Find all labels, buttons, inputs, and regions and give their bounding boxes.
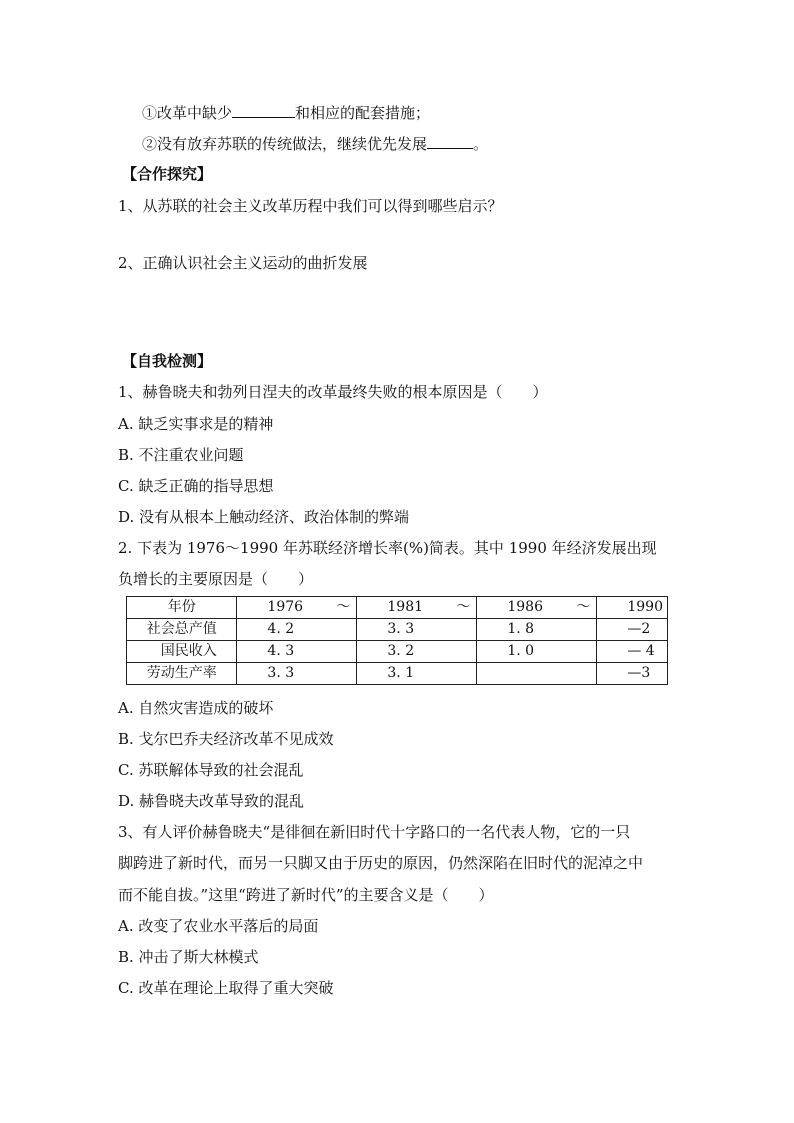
table-header-row	[127, 597, 668, 619]
test-2-option-a: A. 自然灾害造成的破坏	[118, 699, 274, 717]
test-2-option-d: D. 赫鲁晓夫改革导致的混乱	[118, 792, 305, 810]
section-heading-cooperation: 【合作探究】	[122, 165, 213, 183]
question-1: 1、从苏联的社会主义改革历程中我们可以得到哪些启示？	[118, 197, 503, 215]
answer-blank-1[interactable]	[232, 102, 295, 118]
test-question-3-line-3: 而不能自拔。”这里“跨进了新时代”的主要含义是（ ）	[118, 886, 494, 904]
table-header-cell: 1990	[597, 597, 668, 619]
test-3-option-b: B. 冲击了斯大林模式	[118, 948, 259, 966]
test-question-2-line-1: 2. 下表为 1976～1990 年苏联经济增长率(%)简表。其中 1990 年经济发展出现	[118, 539, 657, 557]
fill-in-line-2	[142, 133, 488, 154]
line-2-prefix: ②没有放弃苏联的传统做法，继续优先发展	[142, 135, 428, 153]
table-cell: — 4	[597, 641, 668, 663]
table-header-cell: 1976 ～	[237, 597, 357, 619]
test-3-option-a: A. 改变了农业水平落后的局面	[118, 917, 319, 935]
line-1-prefix: ①改革中缺少	[142, 104, 233, 122]
question-2: 2、正确认识社会主义运动的曲折发展	[118, 254, 368, 272]
test-2-option-b: B. 戈尔巴乔夫经济改革不见成效	[118, 730, 334, 748]
test-1-option-b: B. 不注重农业问题	[118, 446, 244, 464]
test-question-3-line-1: 3、有人评价赫鲁晓夫“是徘徊在新旧时代十字路口的一名代表人物，它的一只	[118, 823, 631, 841]
test-1-option-a: A. 缺乏实事求是的精神	[118, 415, 274, 433]
table-cell: 3. 3	[237, 663, 357, 685]
growth-rate-table	[126, 596, 668, 685]
table-header-label: 年份	[127, 597, 237, 619]
section-heading-self-test: 【自我检测】	[122, 352, 213, 370]
table-cell: 3. 1	[357, 663, 477, 685]
test-3-option-c: C. 改革在理论上取得了重大突破	[118, 979, 334, 997]
table-cell: 3. 2	[357, 641, 477, 663]
table-row-label: 国民收入	[127, 641, 237, 663]
table-header-cell: 1986 ～	[477, 597, 597, 619]
table-cell: 1. 8	[477, 619, 597, 641]
test-question-2-line-2: 负增长的主要原因是（ ）	[118, 570, 314, 588]
table-header-cell: 1981 ～	[357, 597, 477, 619]
test-question-1: 1、赫鲁晓夫和勃列日涅夫的改革最终失败的根本原因是（ ）	[118, 383, 548, 401]
test-2-option-c: C. 苏联解体导致的社会混乱	[118, 761, 304, 779]
table-row-label: 劳动生产率	[127, 663, 237, 685]
answer-blank-2[interactable]	[427, 133, 473, 149]
table-row	[127, 641, 668, 663]
test-question-3-line-2: 脚跨进了新时代，而另一只脚又由于历史的原因，仍然深陷在旧时代的泥淖之中	[118, 854, 644, 872]
table-cell: 4. 3	[237, 641, 357, 663]
fill-in-line-1	[142, 102, 430, 123]
table-row	[127, 619, 668, 641]
table-row	[127, 663, 668, 685]
table-cell: 3. 3	[357, 619, 477, 641]
line-1-suffix: 和相应的配套措施；	[295, 104, 431, 122]
table-cell: —2	[597, 619, 668, 641]
test-1-option-c: C. 缺乏正确的指导思想	[118, 477, 274, 495]
table-row-label: 社会总产值	[127, 619, 237, 641]
table-cell: —3	[597, 663, 668, 685]
table-cell: 4. 2	[237, 619, 357, 641]
line-2-suffix: 。	[473, 135, 489, 153]
table-cell: 1. 0	[477, 641, 597, 663]
table-cell	[477, 663, 597, 685]
test-1-option-d: D. 没有从根本上触动经济、政治体制的弊端	[118, 508, 410, 526]
